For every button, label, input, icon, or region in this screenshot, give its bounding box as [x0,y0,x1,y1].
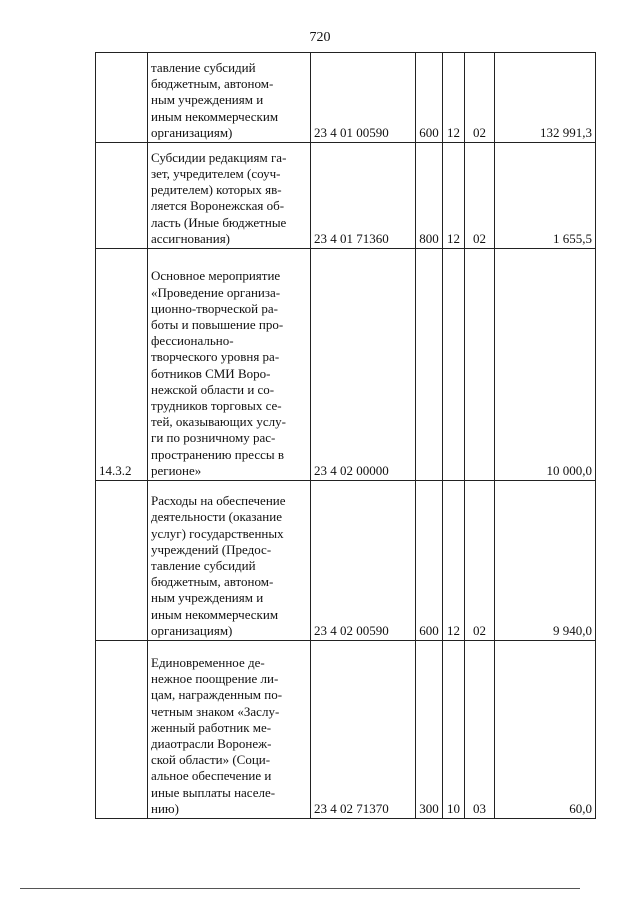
row-subsection: 02 [465,143,495,249]
table-row [96,641,596,819]
row-name: Субсидии редакциям га- зет, учредителем (соуч- редителем) которых яв- ляется Воронежская об- ласть (Иные бюджетные ассигнования) [148,143,311,249]
table-row [96,53,596,143]
row-expense-type: 600 [416,481,443,641]
row-subsection [465,249,495,481]
row-sum: 10 000,0 [495,249,596,481]
row-sum: 9 940,0 [495,481,596,641]
row-expense-type: 800 [416,143,443,249]
row-section: 10 [443,641,465,819]
row-code: 23 4 01 71360 [311,143,416,249]
row-number [96,641,148,819]
row-code: 23 4 02 00000 [311,249,416,481]
table-row [96,481,596,641]
row-code: 23 4 01 00590 [311,53,416,143]
row-sum: 60,0 [495,641,596,819]
row-name: Основное мероприятие «Проведение организа- ционно-творческой ра- боты и повышение про- фессионально- творческого уровня ра- ботников СМИ Воро- нежской области и со- трудников торговых се- тей, оказывающих услу- ги по розничному рас- пространению прессы в регионе» [148,249,311,481]
row-number [96,143,148,249]
row-number [96,53,148,143]
table-row [96,143,596,249]
row-section: 12 [443,143,465,249]
bottom-rule [20,888,580,889]
row-subsection: 02 [465,53,495,143]
row-subsection: 03 [465,641,495,819]
row-section: 12 [443,481,465,641]
budget-table [95,52,596,819]
row-number: 14.3.2 [96,249,148,481]
row-sum: 1 655,5 [495,143,596,249]
page-number: 720 [309,30,331,45]
row-name: тавление субсидий бюджетным, автоном- ным учреждениям и иным некоммерческим организациям) [148,53,311,143]
row-code: 23 4 02 71370 [311,641,416,819]
row-name: Единовременное де- нежное поощрение ли- цам, награжденным по- четным знаком «Заслу- женный работник ме- диаотрасли Воронеж- ской области» (Соци- альное обеспечение и иные выплаты населе- нию) [148,641,311,819]
row-expense-type: 600 [416,53,443,143]
row-code: 23 4 02 00590 [311,481,416,641]
row-subsection: 02 [465,481,495,641]
row-expense-type [416,249,443,481]
row-expense-type: 300 [416,641,443,819]
row-number [96,481,148,641]
row-sum: 132 991,3 [495,53,596,143]
row-name: Расходы на обеспечение деятельности (оказание услуг) государственных учреждений (Предос- тавление субсидий бюджетным, автоном- ным учреждениям и иным некоммерческим организациям) [148,481,311,641]
table-row [96,249,596,481]
row-section [443,249,465,481]
row-section: 12 [443,53,465,143]
